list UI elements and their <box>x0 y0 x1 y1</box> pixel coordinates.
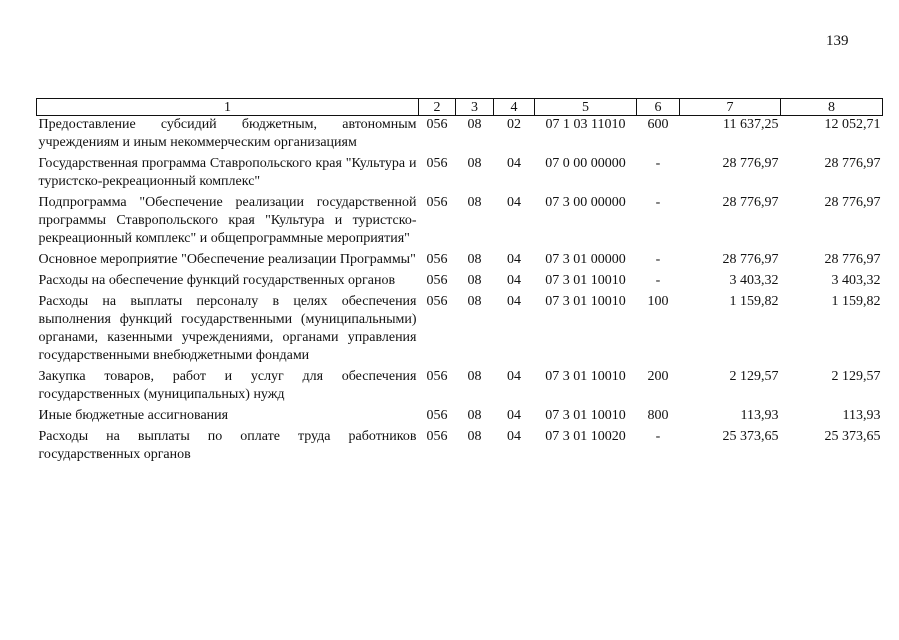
table-row <box>37 116 883 156</box>
row-amount-col8: 3 403,32 <box>831 273 881 288</box>
table-row <box>37 251 883 272</box>
row-amount-col7: 25 373,65 <box>722 429 779 444</box>
table-row <box>37 428 883 467</box>
budget-table <box>36 98 883 467</box>
row-subsection-code: 04 <box>507 156 521 171</box>
row-subsection-code: 04 <box>507 369 521 384</box>
row-subsection-code: 04 <box>507 429 521 444</box>
row-amount-col8: 1 159,82 <box>831 294 881 309</box>
table-body <box>37 116 883 468</box>
table-row <box>37 272 883 293</box>
row-ministry-code: 056 <box>426 195 448 210</box>
row-amount-col7: 2 129,57 <box>729 369 779 384</box>
row-section-code: 08 <box>467 294 482 309</box>
header-col-5: 5 <box>535 99 637 116</box>
row-subsection-code: 02 <box>507 117 521 132</box>
row-description: Закупка товаров, работ и услуг для обеспечения государственных (муниципальных) нужд <box>38 369 417 402</box>
row-ministry-code: 056 <box>426 117 448 132</box>
header-col-1: 1 <box>37 99 419 116</box>
row-target-article: 07 3 00 00000 <box>545 195 626 210</box>
row-section-code: 08 <box>467 429 482 444</box>
row-subsection-code: 04 <box>507 252 521 267</box>
row-expense-type: 100 <box>647 294 669 309</box>
row-description: Предоставление субсидий бюджетным, автономным учреждениям и иным некоммерческим организациям <box>38 117 417 150</box>
header-col-4: 4 <box>494 99 535 116</box>
row-target-article: 07 3 01 10010 <box>545 273 626 288</box>
row-section-code: 08 <box>467 117 482 132</box>
row-target-article: 07 3 01 10010 <box>545 369 626 384</box>
row-section-code: 08 <box>467 156 482 171</box>
row-section-code: 08 <box>467 408 482 423</box>
row-description: Расходы на обеспечение функций государственных органов <box>38 273 396 288</box>
row-amount-col7: 28 776,97 <box>722 252 779 267</box>
row-ministry-code: 056 <box>426 252 448 267</box>
row-amount-col8: 2 129,57 <box>831 369 881 384</box>
row-subsection-code: 04 <box>507 273 521 288</box>
row-ministry-code: 056 <box>426 408 448 423</box>
row-expense-type: - <box>655 273 661 288</box>
row-subsection-code: 04 <box>507 294 521 309</box>
row-description: Расходы на выплаты по оплате труда работников государственных органов <box>38 429 417 462</box>
table-row <box>37 155 883 194</box>
row-target-article: 07 0 00 00000 <box>545 156 626 171</box>
row-expense-type: - <box>655 156 661 171</box>
row-amount-col8: 28 776,97 <box>824 195 881 210</box>
row-section-code: 08 <box>467 273 482 288</box>
row-ministry-code: 056 <box>426 294 448 309</box>
page-number: 139 <box>826 33 849 49</box>
row-section-code: 08 <box>467 369 482 384</box>
row-target-article: 07 3 01 00000 <box>545 252 626 267</box>
header-col-3: 3 <box>456 99 494 116</box>
row-description: Государственная программа Ставропольского края "Культура и туристско-рекреационный комплекс" <box>38 156 417 189</box>
row-amount-col8: 25 373,65 <box>824 429 881 444</box>
row-ministry-code: 056 <box>426 369 448 384</box>
row-ministry-code: 056 <box>426 273 448 288</box>
row-description: Расходы на выплаты персоналу в целях обеспечения выполнения функций государственными (муниципальными) органами, казенными учреждениями, органами управления государственными внебюджетными фондами <box>38 294 417 363</box>
row-amount-col8: 28 776,97 <box>824 156 881 171</box>
row-description: Подпрограмма "Обеспечение реализации государственной программы Ставропольского края "Культура и туристско-рекреационный комплекс" и общепрограммные мероприятия" <box>38 195 417 246</box>
row-expense-type: - <box>655 195 661 210</box>
row-target-article: 07 1 03 11010 <box>545 117 626 132</box>
row-ministry-code: 056 <box>426 156 448 171</box>
row-expense-type: - <box>655 429 661 444</box>
table-row <box>37 407 883 428</box>
row-description: Иные бюджетные ассигнования <box>38 408 229 423</box>
row-amount-col7: 28 776,97 <box>722 195 779 210</box>
header-row <box>37 99 883 116</box>
row-amount-col7: 113,93 <box>740 408 779 423</box>
row-subsection-code: 04 <box>507 195 521 210</box>
table-header <box>37 99 883 116</box>
table-row <box>37 368 883 407</box>
row-target-article: 07 3 01 10010 <box>545 408 626 423</box>
row-amount-col7: 28 776,97 <box>722 156 779 171</box>
row-expense-type: 600 <box>647 117 669 132</box>
row-section-code: 08 <box>467 195 482 210</box>
row-description: Основное мероприятие "Обеспечение реализации Программы" <box>38 252 416 267</box>
row-amount-col7: 3 403,32 <box>729 273 779 288</box>
header-col-8: 8 <box>781 99 883 116</box>
row-expense-type: - <box>655 252 661 267</box>
row-amount-col8: 28 776,97 <box>824 252 881 267</box>
row-amount-col7: 11 637,25 <box>723 117 779 132</box>
row-section-code: 08 <box>467 252 482 267</box>
row-target-article: 07 3 01 10010 <box>545 294 626 309</box>
row-amount-col7: 1 159,82 <box>729 294 779 309</box>
header-col-2: 2 <box>419 99 456 116</box>
row-amount-col8: 113,93 <box>842 408 881 423</box>
row-ministry-code: 056 <box>426 429 448 444</box>
row-amount-col8: 12 052,71 <box>824 117 881 132</box>
header-col-7: 7 <box>680 99 781 116</box>
row-subsection-code: 04 <box>507 408 521 423</box>
header-col-6: 6 <box>637 99 680 116</box>
row-expense-type: 200 <box>647 369 669 384</box>
table-row <box>37 194 883 251</box>
row-expense-type: 800 <box>647 408 669 423</box>
row-target-article: 07 3 01 10020 <box>545 429 626 444</box>
table-row <box>37 293 883 368</box>
